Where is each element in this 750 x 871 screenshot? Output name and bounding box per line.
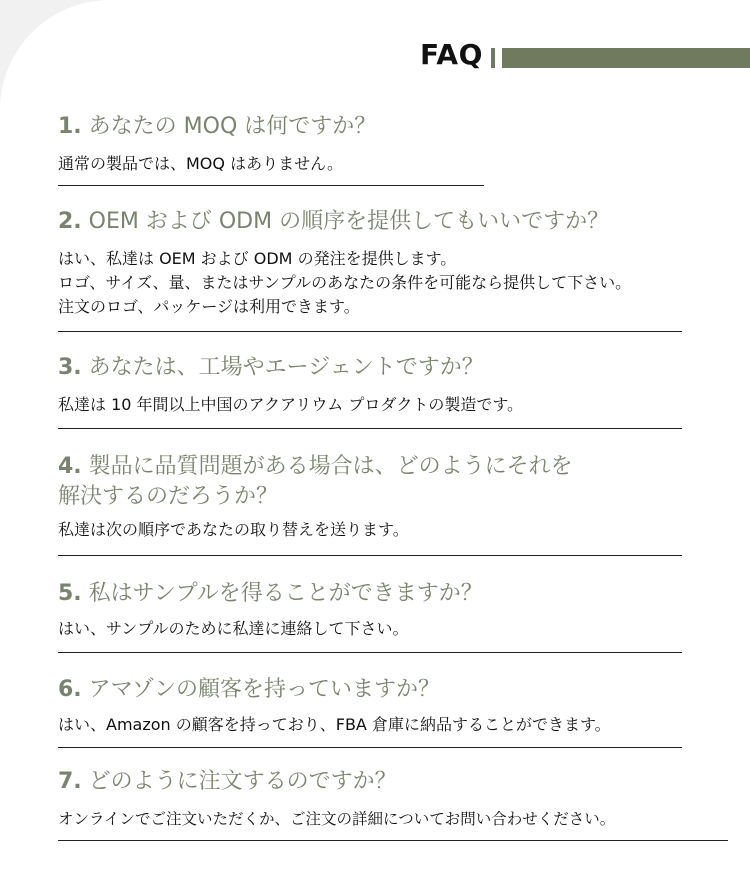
faq-question: [58, 353, 523, 383]
divider: [58, 331, 682, 332]
faq-number: 3.: [58, 355, 82, 380]
page-title: FAQ: [420, 38, 483, 71]
faq-number: 5.: [58, 581, 82, 606]
faq-question: [58, 112, 376, 142]
faq-question-text: あなたの MOQ は何ですか？: [88, 114, 377, 139]
faq-answer: はい、Amazon の顧客を持っており、FBA 倉庫に納品することができます。: [58, 715, 611, 734]
faq-number: 2.: [58, 209, 82, 234]
faq-question: [58, 579, 483, 609]
faq-question-text: 私はサンプルを得ることができますか？: [88, 581, 483, 606]
divider: [58, 185, 484, 186]
faq-item-1: [58, 112, 376, 176]
faq-answer-line: はい、私達は OEM および ODM の発注を提供します。: [58, 249, 457, 268]
faq-number: 1.: [58, 114, 82, 139]
faq-answer-line: ロゴ、サイズ、量、またはサンプルのあなたの条件を可能なら提供して下さい。: [58, 273, 632, 292]
divider: [58, 428, 682, 429]
faq-question-text: どのように注文するのですか？: [88, 769, 397, 794]
divider: [58, 555, 682, 556]
faq-item-2: [58, 207, 631, 319]
faq-question-line-2: 解決するのだろうか？: [58, 484, 279, 509]
faq-question: [58, 207, 631, 237]
divider: [58, 840, 728, 841]
faq-answer-line: 注文のロゴ、パッケージは利用できます。: [58, 297, 360, 316]
faq-answer: オンラインでご注文いただくか、ご注文の詳細についてお問い合わせください。: [58, 810, 616, 828]
faq-question: [58, 767, 615, 797]
faq-item-6: [58, 675, 611, 737]
faq-answer: はい、サンプルのために私達に連絡して下さい。: [58, 619, 409, 638]
faq-answer: 私達は 10 年間以上中国のアクアリウム プロダクトの製造です。: [58, 395, 524, 414]
faq-number: 7.: [58, 769, 82, 794]
title-accent-bar: [499, 48, 750, 68]
faq-number: 6.: [58, 677, 82, 702]
faq-question-text: アマゾンの顧客を持っていますか？: [88, 677, 441, 702]
faq-number: 4.: [58, 454, 82, 479]
faq-question: [58, 675, 611, 705]
faq-item-5: [58, 579, 483, 641]
faq-question: [58, 452, 573, 482]
faq-item-3: [58, 353, 523, 417]
divider: [58, 652, 682, 653]
faq-answer: 通常の製品では、MOQ はありません。: [58, 154, 344, 173]
faq-answer: 私達は次の順序であなたの取り替えを送ります。: [58, 520, 409, 539]
faq-question-text: OEM および ODM の順序を提供してもいいですか？: [88, 209, 610, 234]
faq-item-7: [58, 767, 615, 831]
faq-question-text: あなたは、工場やエージェントですか？: [88, 355, 484, 380]
divider: [58, 747, 682, 748]
faq-item-4: [58, 452, 573, 542]
faq-question-text: 製品に品質問題がある場合は、どのようにそれを: [88, 454, 573, 479]
